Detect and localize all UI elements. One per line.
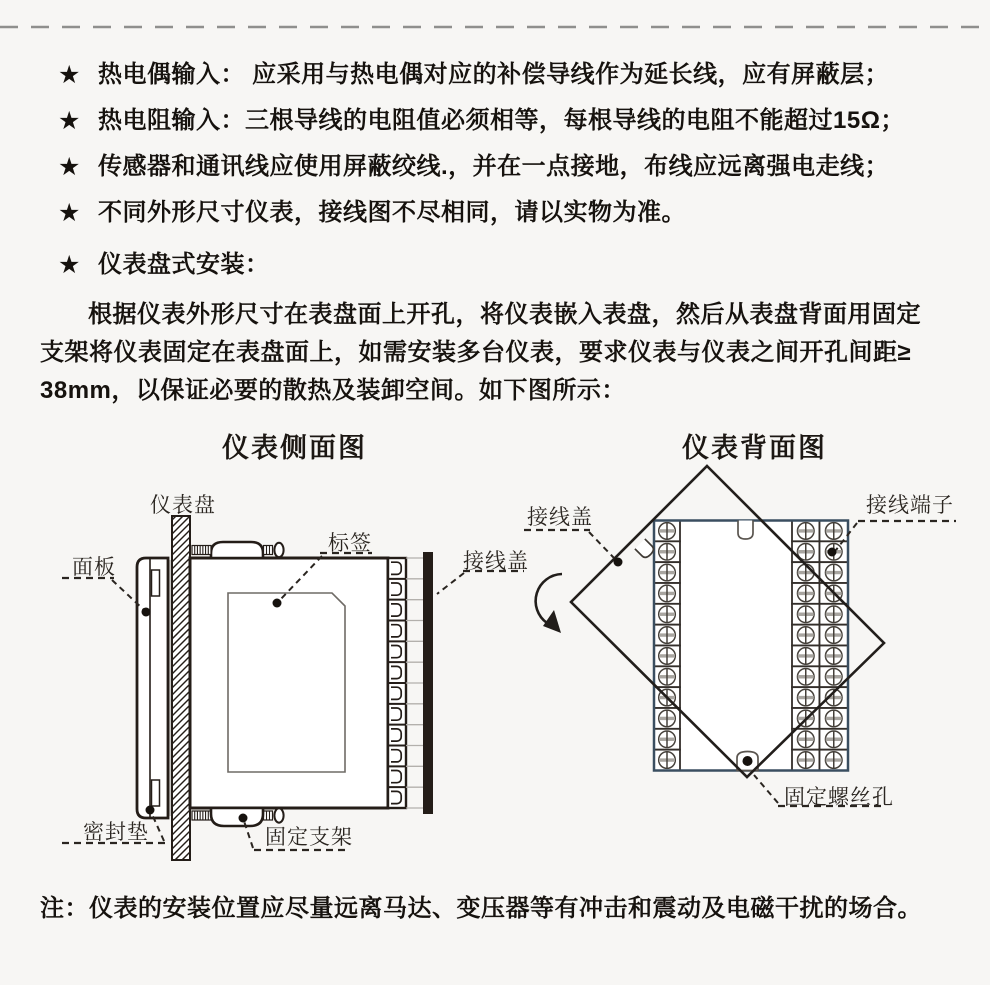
terminal-cover-bar <box>423 552 433 814</box>
label-front-panel: 面板 <box>72 556 116 579</box>
back-view-title: 仪表背面图 <box>682 433 827 464</box>
star-icon: ★ <box>58 107 81 135</box>
bullet-thermocouple: ★ 热电偶输入： 应采用与热电偶对应的补偿导线作为延长线，应有屏蔽层； <box>58 61 890 89</box>
label-screw-hole: 固定螺丝孔 <box>784 786 894 809</box>
bottom-note: 注：仪表的安装位置应尽量远离马达、变压器等有冲击和震动及电磁干扰的场合。 <box>40 895 922 922</box>
side-view-title: 仪表侧面图 <box>222 433 367 464</box>
section-title: 仪表盘式安装： <box>98 251 270 278</box>
bullet-shielded-wire: ★ 传感器和通讯线应使用屏蔽绞线.，并在一点接地，布线应远离强电走线； <box>58 153 890 181</box>
installation-paragraph: 根据仪表外形尺寸在表盘面上开孔，将仪表嵌入表盘，然后从表盘背面用固定 支架将仪表固定在表盘面上，如需安装多台仪表，要求仪表与仪表之间开孔间距≥ 38mm，以保证必要的散热及装卸空间。如下图所示： <box>40 301 921 404</box>
label-panel-board: 仪表盘 <box>150 494 216 517</box>
rotation-arrow <box>536 574 562 623</box>
top-notch <box>738 521 753 540</box>
label-gasket: 密封垫 <box>83 821 149 844</box>
star-icon: ★ <box>58 251 81 279</box>
label-terminal: 接线端子 <box>866 494 954 517</box>
bullet-wiring-diagram: ★ 不同外形尺寸仪表，接线图不尽相同，请以实物为准。 <box>58 199 686 227</box>
label-tag: 标签 <box>328 532 372 555</box>
label-terminal-cover-side: 接线盖 <box>463 550 529 573</box>
instrument-body <box>190 558 388 808</box>
star-icon: ★ <box>58 61 81 89</box>
label-bracket: 固定支架 <box>265 826 353 849</box>
label-terminal-cover-back: 接线盖 <box>527 506 593 529</box>
bullet-rtd: ★ 热电阻输入：三根导线的电阻值必须相等，每根导线的电阻不能超过15Ω； <box>58 107 905 135</box>
top-bracket <box>211 542 263 558</box>
bottom-bracket <box>211 808 263 826</box>
section-header <box>58 250 270 280</box>
front-bezel <box>137 558 168 818</box>
cover-clip-tab <box>635 539 656 560</box>
star-icon: ★ <box>58 199 81 227</box>
star-icon: ★ <box>58 153 81 181</box>
